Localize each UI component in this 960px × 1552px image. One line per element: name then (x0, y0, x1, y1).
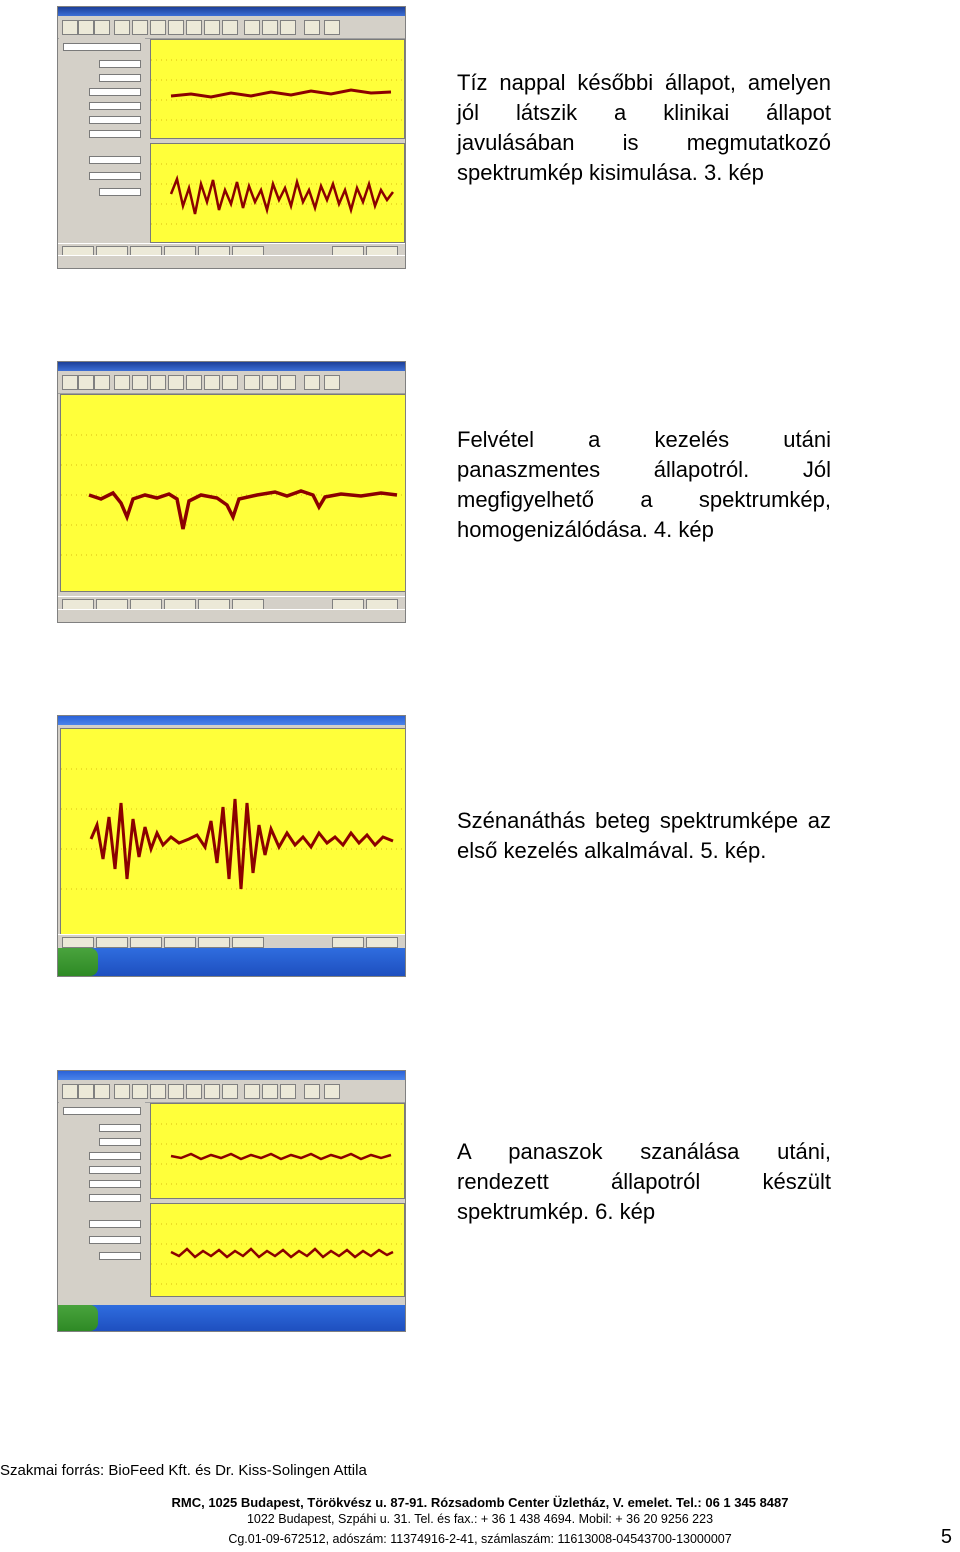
spectrum-trace (61, 395, 406, 591)
start-button (58, 948, 98, 976)
settings-panel (59, 38, 145, 242)
spectrum-chart (60, 728, 406, 938)
toolbar (58, 16, 405, 39)
spectrum-trace (151, 1204, 404, 1296)
toolbar (58, 1080, 405, 1103)
window-titlebar (58, 1071, 405, 1080)
footer-contact: 1022 Budapest, Szpáhi u. 31. Tel. és fax.: + 36 1 438 4694. Mobil: + 36 20 9256 223 (246, 1512, 714, 1526)
figure-caption-5: Szénanáthás beteg spektrumképe az első kezelés alkalmával. 5. kép. (457, 808, 831, 863)
spectrum-chart-top (150, 1103, 405, 1199)
taskbar (58, 1305, 405, 1331)
spectrum-trace (151, 40, 404, 138)
window-titlebar (58, 362, 405, 371)
screenshot-4 (57, 361, 406, 623)
spectrum-trace (61, 729, 406, 937)
screenshot-6 (57, 1070, 406, 1332)
screenshot-5 (57, 715, 406, 977)
taskbar (58, 948, 405, 976)
window-titlebar (58, 7, 405, 16)
page-number: 5 (940, 1526, 952, 1548)
spectrum-chart-bottom (150, 143, 405, 243)
spectrum-chart-top (150, 39, 405, 139)
footer-source: Szakmai forrás: BioFeed Kft. és Dr. Kiss-Solingen Attila (0, 1462, 367, 1479)
figure-caption-3: Tíz nappal későbbi állapot, amelyen jól látszik a klinikai állapot javulásában is megmutatkozó spektrumkép kisimulása. 3. kép (457, 70, 831, 185)
footer-registry: Cg.01-09-672512, adószám: 11374916-2-41, számlaszám: 11613008-04543700-13000007 (228, 1532, 732, 1546)
figure-caption-4: Felvétel a kezelés utáni panaszmentes állapotról. Jól megfigyelhető a spektrumkép, homogenizálódása. 4. kép (457, 427, 831, 542)
footer-address: RMC, 1025 Budapest, Törökvész u. 87-91. Rózsadomb Center Üzletház, V. emelet. Tel.: 06 1 345 8487 (171, 1495, 789, 1510)
spectrum-trace (151, 1104, 404, 1198)
spectrum-chart-bottom (150, 1203, 405, 1297)
spectrum-trace (151, 144, 404, 242)
figure-caption-6: A panaszok szanálása utáni, rendezett állapotról készült spektrumkép. 6. kép (457, 1139, 831, 1224)
button-row (58, 934, 405, 949)
taskbar (58, 255, 405, 268)
spectrum-chart (60, 394, 406, 592)
start-button (58, 1305, 98, 1331)
screenshot-3 (57, 6, 406, 269)
taskbar (58, 609, 405, 622)
window-titlebar (58, 716, 405, 725)
toolbar (58, 371, 405, 394)
settings-panel (59, 1102, 145, 1305)
